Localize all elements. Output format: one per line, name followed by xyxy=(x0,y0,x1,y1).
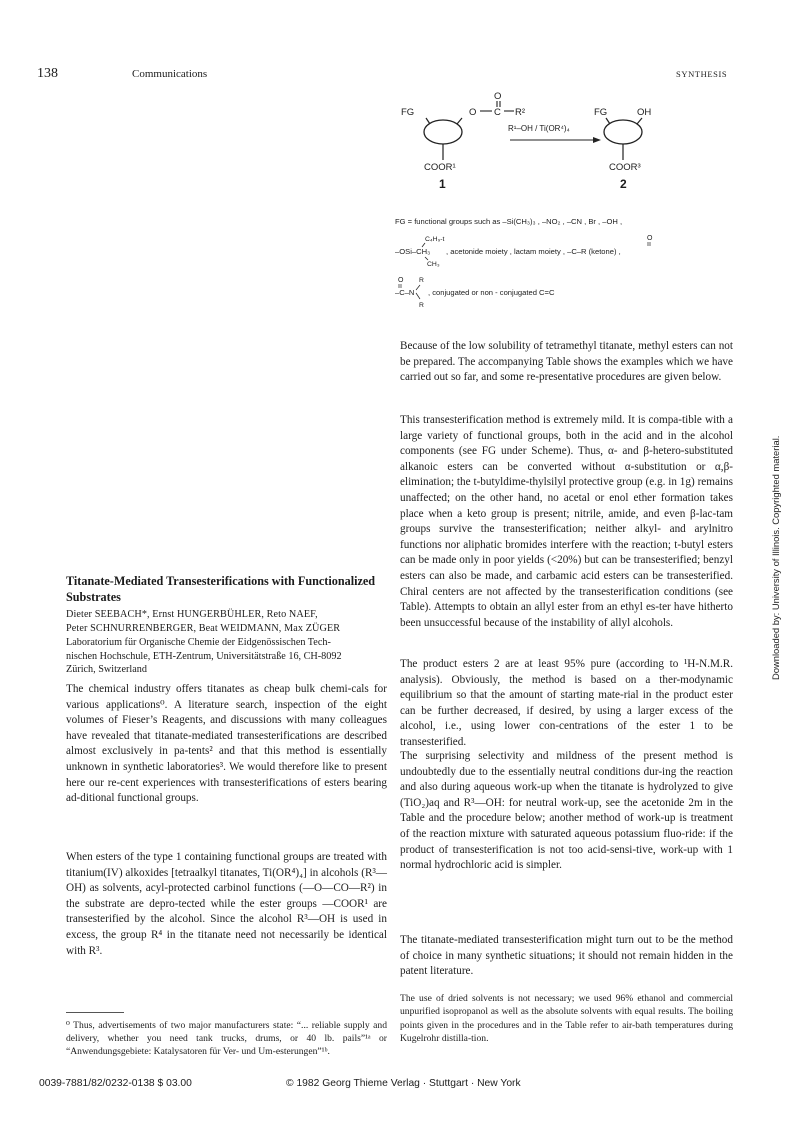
fg-line-3: , conjugated or non - conjugated C=C xyxy=(428,288,555,297)
scheme-product-fg: FG xyxy=(594,107,608,118)
author-line-2: Peter SCHNURRENBERGER, Beat WEIDMANN, Max ZÜGER xyxy=(66,622,341,634)
scheme-product-number: 2 xyxy=(620,177,627,191)
journal-name: SYNTHESIS xyxy=(676,69,728,79)
scheme-start-r2: R² xyxy=(515,107,526,118)
fg-line-2: , acetonide moiety , lactam moiety , –C–R (ketone) , xyxy=(446,247,621,256)
side-note-text: Downloaded by: University of Illinois. Copyrighted material. xyxy=(770,435,781,680)
left-paragraph-2: When esters of the type 1 containing functional groups are treated with titanium(IV) alkoxides [tetraalkyl titanates, Ti(OR⁴)₄] in alcohols (R³—OH) as solvents, acyl-protected carbinol functions (—O—CO—R²) in the substrate are depro-tected while the ester groups —COOR¹ are transesterified by the alcohol. Since the alcohol R³—OH is used in excess, the group R⁴ in the titanate need not necessarily be identical with R³. xyxy=(66,851,387,957)
scheme-start-number: 1 xyxy=(439,177,446,191)
author-line-1: Dieter SEEBACH*, Ernst HUNGERBÜHLER, Reto NAEF, xyxy=(66,609,318,620)
affiliation xyxy=(66,636,387,677)
download-side-note xyxy=(768,420,782,680)
footer-code: 0039-7881/82/0232-0138 $ 03.00 xyxy=(39,1078,192,1089)
scheme-product-compound xyxy=(594,107,651,191)
scheme-start-ester-oxygen: O xyxy=(469,107,477,118)
scheme-start-carbon: C xyxy=(494,107,501,118)
fg-amide-main: –C–N xyxy=(395,288,415,297)
functional-group-list xyxy=(395,210,735,330)
scheme-reagent: R¹–OH / Ti(OR⁴)₄ xyxy=(508,124,570,133)
right-paragraph-5: The titanate-mediated transesterification might turn out to be the method of choice in many synthetic situations; it should not remain hidden in the patent literature. xyxy=(400,934,733,978)
affiliation-line-1: Laboratorium für Organische Chemie der Eidgenössischen Tech- xyxy=(66,637,331,648)
affiliation-line-2: nischen Hochschule, ETH-Zentrum, Universitätstraße 16, CH-8092 xyxy=(66,650,342,662)
fg-amide-oxygen: O xyxy=(398,277,404,284)
reaction-scheme xyxy=(380,90,710,200)
scheme-product-coor: COOR³ xyxy=(609,162,641,173)
scheme-start-fg: FG xyxy=(401,107,415,118)
right-note: The use of dried solvents is not necessary; we used 96% ethanol and commercial unpurified isopropanol as well as the absolute solvents with equal results. The boiling points given in the procedures and in the Table refer to air-bath temperatures during Kugelrohr distilla-tion. xyxy=(400,993,733,1045)
left-paragraph-1: The chemical industry offers titanates as cheap bulk chemi-cals for various applications⁰. A literature search, inspection of the eight volumes of Fieser’s Reagents, and discussions with many colleagues have revealed that titanate-mediated transesterifications are described almost exclusively in pa-tents² and that this method is essentially unknown in synthetic laboratories³. We would therefore like to present here our re-cent experiences with transesterifications of esters bearing ad-ditional functional groups. xyxy=(66,683,387,805)
scheme-product-oh: OH xyxy=(637,107,652,118)
right-paragraph-3: The product esters 2 are at least 95% pure (according to ¹H-N.M.R. analysis). Obviously, the method is based on a ther-modynamic equilibrium so that the amount of starting mate-rial in the product ester can be further decreased, if desired, by using a larger excess of the alcohol, i.e., using lower con-centrations of the ester 1 to be transesterified. xyxy=(400,658,733,748)
right-paragraph-1: Because of the low solubility of tetramethyl titanate, methyl esters can not be prepared. The accompanying Table shows the examples which we have carried out so far, and some re-presentative procedures are given below. xyxy=(400,340,733,384)
scheme-start-carbonyl-oxygen: O xyxy=(494,91,502,102)
right-paragraph-4: The surprising selectivity and mildness of the present method is undoubtedly due to the essentially neutral conditions dur-ing the reaction and also during aqueous work-up when the titanate is hydrolyzed to give (TiO₂)aq and R³—OH: for neutral work-up, see the acetonide 2m in the Table and the procedure below; another method of work-up is treatment of the reaction mixture with saturated aqueous potassium fluo-ride: if the product of transesterification is not too acid-sensi-tive, work-up with 1 normal hydrochloric acid is simpler. xyxy=(400,750,733,872)
fg-amide-r-top: R xyxy=(419,277,424,284)
scheme-start-coor: COOR¹ xyxy=(424,162,456,173)
section-label: Communications xyxy=(132,68,208,80)
fg-tbs-bot: CH₃ xyxy=(427,261,440,268)
fg-line-1: FG = functional groups such as –Si(CH₃)₃ , –NO₂ , –CN , Br , –OH , xyxy=(395,217,623,226)
scheme-arrow xyxy=(508,124,601,143)
author-list xyxy=(66,608,386,635)
fg-ketone-oxygen: O xyxy=(647,235,653,242)
affiliation-line-3: Zürich, Switzerland xyxy=(66,664,147,675)
footer-copyright: © 1982 Georg Thieme Verlag · Stuttgart · New York xyxy=(286,1078,521,1089)
article-title: Titanate-Mediated Transesterifications with Functionalized Substrates xyxy=(66,574,376,604)
scheme-start-compound xyxy=(401,91,525,191)
footnote: ⁰ Thus, advertisements of two major manufacturers state: “... reliable supply and delivery, whether you need tank trucks, drums, or 40 lb. pails”¹ᵃ or “Anwendungsgebiete: Katalysatoren für Ver- und Um-esterungen”¹ᵇ. xyxy=(66,1020,387,1057)
footnote-rule xyxy=(66,1012,124,1013)
page-number: 138 xyxy=(37,66,58,81)
right-paragraph-2: This transesterification method is extremely mild. It is compa-tible with a large variety of functional groups, both in the acid and in the alcohol components (see FG under Scheme). Thus, α- and β-hetero-substituted alkanoic esters can be converted without α-substitution or α,β-elimination; the t-butyldime-thylsilyl protective group (e.g. in 1g) remains unaffected; on the other hand, no acetal or enol ether formation takes place when a keto group is present; nitrile, amide, and even β-lac-tam groups survive the transesterification; neither alkyl- and arylnitro functions nor aliphatic bromides interfere with the reaction; t-butyl esters can be made only in poor yields (<20%) but can be transesterified; benzyl esters can also be made, and carbamic acid esters can be transesterified. Chiral centers are not affected by the transesterification conditions (see Table). Attempts to obtain an allyl ester from an ethyl es-ter have hitherto been unsuccessful because of the instability of allyl alcohols. xyxy=(400,414,733,629)
fg-tbs-mid: –OSi–CH₃ xyxy=(395,247,431,256)
fg-amide-r-bottom: R xyxy=(419,302,424,309)
fg-tbs-top: C₄H₉-t xyxy=(425,236,445,243)
